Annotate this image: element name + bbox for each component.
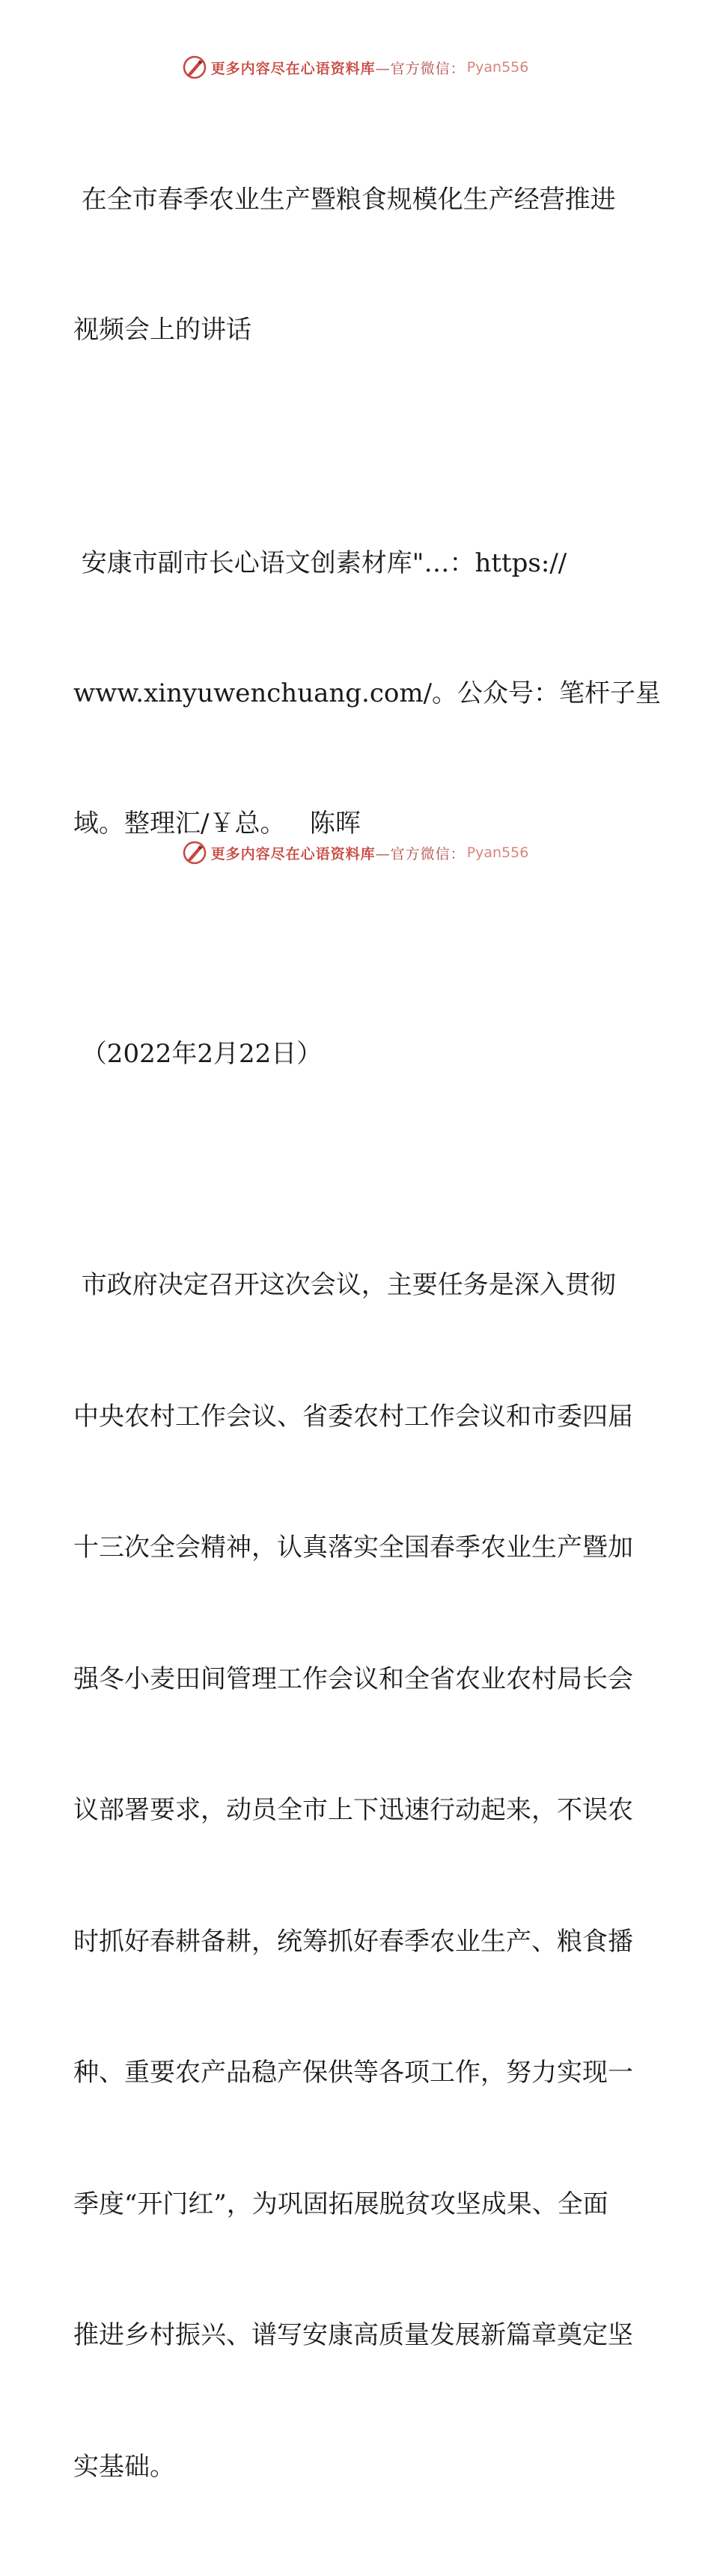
watermark-contact-prefix: —官方微信： bbox=[375, 845, 466, 862]
body-paragraph bbox=[73, 1176, 642, 2576]
author-line: www.xinyuwenchuang.com/。公众号：笔杆子星 bbox=[73, 678, 662, 708]
pen-logo-icon bbox=[183, 55, 207, 79]
body-line: 十三次全会精神，认真落实全国春季农业生产暨加 bbox=[73, 1533, 633, 1563]
body-line: 实基础。 bbox=[73, 2451, 175, 2482]
pen-logo-icon bbox=[183, 841, 207, 865]
body-line: 季度“开门红”，为巩固拓展脱贫攻坚成果、全面 bbox=[73, 2189, 608, 2219]
body-line: 时抓好春耕备耕，统筹抓好春季农业生产、粮食播 bbox=[73, 1926, 633, 1957]
watermark-wechat-id: Pyan556 bbox=[466, 844, 529, 861]
body-line: 强冬小麦田间管理工作会议和全省农业农村局长会 bbox=[73, 1663, 633, 1694]
watermark-wechat-id: Pyan556 bbox=[466, 59, 529, 76]
body-line: 推进乡村振兴、谱写安康高质量发展新篇章奠定坚 bbox=[73, 2320, 633, 2350]
body-line: 市政府决定召开这次会议，主要任务是深入贯彻 bbox=[73, 1270, 616, 1300]
date-line: （2022年2月22日） bbox=[73, 1039, 323, 1069]
body-line: 种、重要农产品稳产保供等各项工作，努力实现一 bbox=[73, 2058, 633, 2088]
title-line: 视频会上的讲话 bbox=[73, 315, 251, 345]
watermark-brand: 更多内容尽在心语资料库 bbox=[210, 60, 376, 77]
title-line: 在全市春季农业生产暨粮食规模化生产经营推进 bbox=[73, 185, 616, 215]
watermark-banner-bottom bbox=[0, 840, 711, 865]
body-line: 中央农村工作会议、省委农村工作会议和市委四届 bbox=[73, 1401, 633, 1432]
document-body bbox=[73, 91, 662, 2576]
document-title bbox=[73, 91, 642, 438]
watermark-banner-top bbox=[0, 55, 711, 80]
author-line: 域。整理汇/￥总。 陈晖 bbox=[73, 809, 361, 838]
watermark-brand: 更多内容尽在心语资料库 bbox=[210, 845, 376, 862]
watermark-contact-prefix: —官方微信： bbox=[375, 60, 466, 77]
speech-date bbox=[73, 945, 642, 1162]
author-line: 安康市副市长心语文创素材库"…：https:// bbox=[73, 548, 567, 578]
body-line: 议部署要求，动员全市上下迅速行动起来，不误农 bbox=[73, 1795, 633, 1825]
